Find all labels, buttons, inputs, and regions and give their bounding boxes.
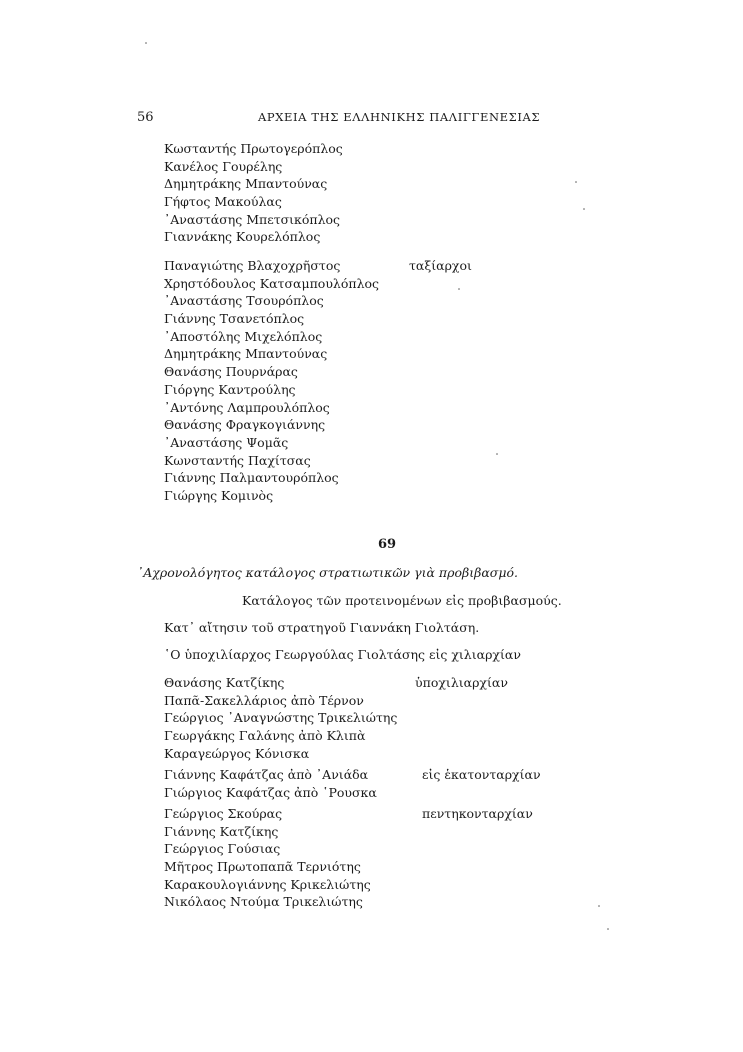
- list-item: Γεώργιος ᾿Αναγνώστης Τρικελιώτης: [164, 710, 398, 726]
- promotion-group-1: [164, 674, 508, 762]
- request-line: Κατ᾿ αἴτησιν τοῦ στρατηγοῦ Γιαννάκη Γιολτάση.: [164, 620, 480, 635]
- list-item: Παπᾶ-Σακελλάριος ἀπὸ Τέρνον: [164, 692, 364, 708]
- list-item-with-rank: [164, 674, 508, 692]
- scan-speck: [575, 181, 577, 183]
- list-item: Γεώργιος Σκούρας: [164, 806, 283, 821]
- scan-speck: [583, 208, 585, 210]
- list-item: Γεωργάκης Γαλάνης ἀπὸ Κλιπὰ: [164, 728, 366, 744]
- scan-speck: [458, 288, 460, 290]
- list-item: Γιώργιος Καφάτζας ἀπὸ ῾Ρουσκα: [164, 784, 377, 800]
- list-item: Θανάσης Κατζίκης: [164, 675, 285, 690]
- promotion-group-2: [164, 766, 541, 801]
- list-item: Χρηστόδουλος Κατσαμπουλόπλος: [164, 275, 380, 291]
- rank-label: εἰς ἑκατονταρχίαν: [422, 767, 541, 782]
- name-list-a: [164, 140, 343, 246]
- list-item: Μῆτρος Πρωτοπαπᾶ Τερνιότης: [164, 859, 361, 875]
- page-number: 56: [137, 110, 154, 125]
- list-item-with-rank: [164, 257, 472, 275]
- document-title: ᾿Αχρονολόγητος κατάλογος στρατιωτικῶν γιὰ προβιβασμό.: [137, 565, 518, 580]
- document-number: 69: [378, 537, 397, 552]
- list-item: Παναγιώτης Βλαχοχρῆστος: [164, 258, 341, 273]
- list-item-with-rank: [164, 766, 541, 784]
- list-item: Καραγεώργος Κόνισκα: [164, 745, 310, 761]
- rank-label: ὑποχιλιαρχίαν: [415, 675, 508, 690]
- list-item: Κωσταντής Πρωτογερόπλος: [164, 141, 343, 156]
- list-item: Γεώργιος Γούσιας: [164, 841, 281, 857]
- list-item: ᾿Αναστάσης Μπετσικόπλος: [164, 211, 341, 227]
- list-item: ᾿Αναστάσης Τσουρόπλος: [164, 293, 324, 309]
- list-item: ᾿Αναστάσης Ψομᾶς: [164, 434, 289, 450]
- promotion-group-3: [164, 805, 533, 911]
- list-item: ᾿Αντόνης Λαμπρουλόπλος: [164, 399, 330, 415]
- list-item: Καρακουλογιάννης Κρικελιώτης: [164, 876, 371, 892]
- list-item-with-rank: [164, 805, 533, 823]
- list-item: Δημητράκης Μπαντούνας: [164, 346, 328, 362]
- catalog-heading: Κατάλογος τῶν προτεινομένων εἰς προβιβασμούς.: [242, 593, 562, 608]
- running-title: ΑΡΧΕΙΑ ΤΗΣ ΕΛΛΗΝΙΚΗΣ ΠΑΛΙΓΓΕΝΕΣΙΑΣ: [258, 110, 541, 124]
- rank-label: πεντηκονταρχίαν: [422, 806, 533, 821]
- promotion-line: ῾Ο ὑποχιλίαρχος Γεωργούλας Γιολτάσης εἰς χιλιαρχίαν: [164, 647, 521, 662]
- list-item: Γιάννης Καφάτζας ἀπὸ ᾿Ανιάδα: [164, 767, 369, 782]
- list-item: Γιώργης Κομινὸς: [164, 487, 274, 503]
- list-item: Δημητράκης Μπαντούνας: [164, 176, 328, 192]
- scan-speck: [145, 42, 147, 44]
- scan-speck: [607, 928, 609, 930]
- list-item: Θανάσης Πουρνάρας: [164, 364, 298, 380]
- list-item: Νικόλαος Ντούμα Τρικελιώτης: [164, 894, 363, 910]
- scan-speck: [598, 905, 600, 907]
- list-item: Γιαννάκης Κουρελόπλος: [164, 229, 321, 245]
- rank-label: ταξίαρχοι: [409, 258, 472, 273]
- list-item: Κωνσταντής Παχίτσας: [164, 452, 311, 468]
- list-item: Γιάννης Τσανετόπλος: [164, 311, 305, 327]
- list-item: Γήφτος Μακούλας: [164, 194, 282, 210]
- list-item: Γιάννης Παλμαντουρόπλος: [164, 470, 339, 486]
- scan-speck: [496, 453, 498, 455]
- list-item: Γιόργης Καντρούλης: [164, 381, 296, 397]
- list-item: Γιάννης Κατζίκης: [164, 823, 279, 839]
- list-item: Θανάσης Φραγκογιάννης: [164, 417, 326, 433]
- list-item: ᾿Αποστόλης Μιχελόπλος: [164, 328, 323, 344]
- list-item: Κανέλος Γουρέλης: [164, 158, 283, 174]
- name-list-b: [164, 257, 472, 505]
